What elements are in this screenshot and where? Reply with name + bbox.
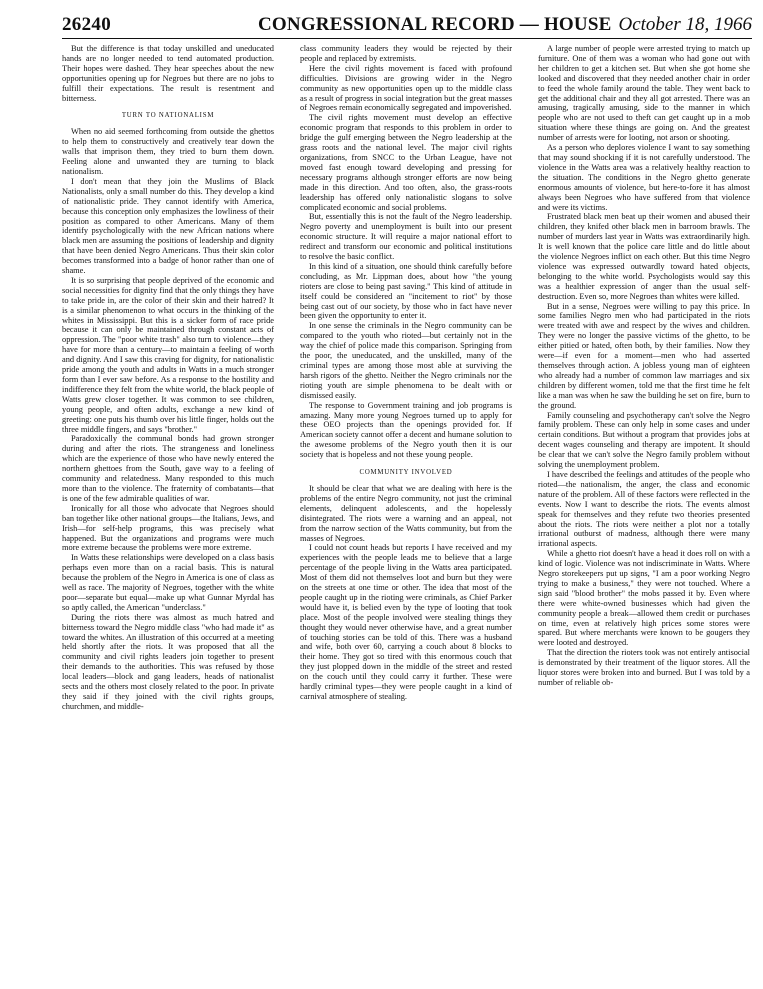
text-column-left (62, 44, 274, 986)
paragraph: But in a sense, Negroes were willing to pay this price. In some families Negro men who had participated in the riots were treated with awe and respect by the wives and children. They were no longer the passive victims of the ghetto, to be either pitied or hated, often both, by their families. Now they were—if even for a moment—men who had asserted themselves through action. A jobless young man of eighteen who already had a number of common law marriages and six children by different women, told me that the first time he felt like a man was when he saw the building he set on fire, burn to the ground. (538, 301, 750, 410)
section-heading: TURN TO NATIONALISM (121, 112, 215, 120)
text-column-right (538, 44, 750, 986)
paragraph: In Watts these relationships were developed on a class basis perhaps even more than on a racial basis. This is natural because the problem of the Negro in America is one of class as well as race. The majority of Negroes, together with the white poor—separate but equal—make up what Gunnar Myrdal has so aptly called, the American "underclass." (62, 553, 274, 612)
paragraph: class community leaders they would be rejected by their people and replaced by extremists. (300, 44, 512, 63)
paragraph: During the riots there was almost as much hatred and bitterness toward the Negro middle class "who had made it" as toward the whites. An illustration of this occurred at a meeting held shortly after the riots. It was proposed that all the community and civil rights leaders join together to present their demands to the authorities. This was refused by those local leaders—block and gang leaders, heads of nationalist sects and the others most closely related to the poor. In private they said if they joined with the civil rights groups, churchmen, and middle- (62, 612, 274, 711)
paragraph: While a ghetto riot doesn't have a head it does roll on with a kind of logic. Violence was not indiscriminate in Watts. Where Negro storekeepers put up signs, "I am a poor working Negro trying to make a business," they were not touched. Where a sign said "blood brother" the mobs passed it by. Even where there were white-owned businesses which had given the community people a break—allowed them credit or purchases on time, even at relatively high prices some stores were spared. But where merchants were known to be gougers they were looted and destroyed. (538, 549, 750, 648)
header-rule (62, 38, 752, 39)
paragraph: Paradoxically the communal bonds had grown stronger during and after the riots. The strangeness and loneliness which are the experience of those who have newly entered the northern ghettoes from the South, gave way to a feeling of community and relatedness. Many responded to this much more than to the violence. The fraternity of combatants—that is one of the few admirable qualities of war. (62, 434, 274, 503)
paragraph: The civil rights movement must develop an effective economic program that responds to this problem in order to bridge the gulf emerging between the Negro leadership at the grass roots and the national level. The major civil rights organizations, from SNCC to the Urban League, have not moved fast enough toward developing and pressing for necessary programs although stronger efforts are now being made in this direction. And too often, also, the grass-roots leadership has offered only nationalistic slogans to solve complicated economic and social problems. (300, 113, 512, 212)
paragraph: But, essentially this is not the fault of the Negro leadership. Negro poverty and unemployment is built into our present economic structure. It will require a major national effort to redirect and transform our economic and political institutions to resolve the basic conflict. (300, 212, 512, 262)
publication-title: CONGRESSIONAL RECORD — HOUSE (258, 14, 612, 35)
paragraph: A large number of people were arrested trying to match up furniture. One of them was a woman who had gone out with her children to get a kitchen set. But when she got home she looked and discovered that they needed another chair in order to feed the whole family around the table. They went back to get the additional chair and they all got arrested. There was an amusing, tragically amusing, side to the manner in which people who are not used to theft can get caught up in a mob situation where these things are going on. And the greatest number of arrests were for looting, not arson or shooting. (538, 44, 750, 143)
paragraph: In this kind of a situation, one should think carefully before concluding, as Mr. Lippman does, about how "the young rioters are close to being past saving." This kind of attitude in itself could be considered an "incitement to riot" by those being cast out of our society, by those who in fact have never been given the opportunity to enter it. (300, 261, 512, 321)
paragraph: In one sense the criminals in the Negro community can be compared to the youth who rioted—but certainly not in the way the chief of police made this comparison. Springing from the poor, the uneducated, and the unskilled, many of the criminal types are among those most able at surviving the harsh rigors of the ghetto. Neither the Negro criminals nor the rioting youth are simple phenomena to be dealt with or dismissed easily. (300, 321, 512, 400)
paragraph: But the difference is that today unskilled and uneducated hands are no longer needed to tend automated production. Their hopes were dashed. They hear speeches about the new opportunities opening up for Negroes but there are no jobs to fulfill their expectations. The result is resentment and bitterness. (62, 44, 274, 103)
paragraph: The response to Government training and job programs is amazing. Many more young Negroes turned up to apply for these OEO projects than the openings provided for. If American society cannot offer a decent and humane solution to the awesome problems of the Negro youth then it is our society that is hopeless and not these young people. (300, 400, 512, 460)
paragraph: It should be clear that what we are dealing with here is the problems of the entire Negro community, not just the criminal elements, delinquent adolescents, and the hopelessly disintegrated. The riots were a warning and an appeal, not from the narrow section of the Watts community, but from the masses of Negroes. (300, 483, 512, 543)
paragraph: Ironically for all those who advocate that Negroes should ban together like other national groups—the Italians, Jews, and Irish—for self-help programs, this was precisely what happened. But the organizations and programs were much more extreme because the problems were more extreme. (62, 503, 274, 553)
paragraph: Frustrated black men beat up their women and abused their children, they knifed other black men in barroom brawls. The number of murders last year in Watts was extraordinarily high. It is well known that the police care little and do little about the violence Negroes inflict on each other. But this time Negro violence was expressed outwardly toward hated objects, belonging to the white world. Psychologists would say this was a healthier expression of anger than the usual self-destruction. Even so, more Negroes than whites were killed. (538, 212, 750, 301)
paragraph: As a person who deplores violence I want to say something that may sound shocking if it is not carefully understood. The violence in the Watts area was a relatively healthy reaction to the situation. The conditions in the Negro ghetto generate enormous amounts of violence, but here-to-fore it has almost always been Negroes who have suffered from that violence and were its victims. (538, 143, 750, 212)
section-heading: COMMUNITY INVOLVED (359, 469, 453, 477)
paragraph: I have described the feelings and attitudes of the people who rioted—the nationalism, the anger, the class and economic nature of the problem. All of these factors were reflected in the events. Now I want to describe the riots. The events almost speak for themselves and they refute two theories presented about the riots. The riots were neither a plot nor a totally irrational outburst of madness, although there were many irrational aspects. (538, 469, 750, 549)
paragraph: I don't mean that they join the Muslims of Black Nationalists, only a small number do this. They develop a kind of nationalistic pride. They cannot identify with America, because this conception only emphasizes the lowliness of their position as compared to other Americans. Many of them identify psychologically with the new African nations where black men are assuming the positions of leadership and dignity that have been denied Negro Americans. Thus their skin color becomes transformed into a badge of honor rather than one of shame. (62, 176, 274, 276)
paragraph: It is so surprising that people deprived of the economic and social necessities for dignity find that the only things they have to take pride in, are the color of their skin and their hatred? It is a similar phenomenon to what occurs in the thinking of the whites in Mississippi. But this is a sicker form of race pride because it can only be maintained through constant acts of oppression. The "poor white trash" also turn to violence—they have for more than a century—to maintain a feeling of worth and dignity. And I saw this craving for dignity, for nationalistic pride among the youth and adults in Watts in a much stronger form than I ever saw before. As a response to the hostility and indifference they felt from the white world, the black people of Watts grew closer together. It was common to see children, young people, and often adults, exchange a new kind of greeting: one puts his thumb over his little finger, holds out the three middle fingers, and says "brother." (62, 275, 274, 434)
issue-date: October 18, 1966 (618, 14, 752, 35)
paragraph: Here the civil rights movement is faced with profound difficulties. Divisions are growing wider in the Negro community as new opportunities open up to the middle class as a result of progress in social integration but the great masses of Negroes remain economically segregated and impoverished. (300, 63, 512, 113)
page-header (62, 14, 752, 38)
paragraph: I could not count heads but reports I have received and my experiences with the people leads me to believe that a large percentage of the people living in the Watts area participated. Most of them did not themselves loot and burn but they were on the streets at one time or other. The idea that most of the people caught up in the rioting were criminals, as Chief Parker would have it, is belied even by the type of looting that took place. Most of the people involved were stealing things they thought they would never otherwise have, and a great number of touching stories can be told of this. There was a husband and wife, both over 60, carrying a couch about 8 blocks to their home. They got so tired with this enormous couch that they just plopped down in the middle of the street and rested on the couch until they could carry it further. These were hardly criminal types—they were people caught in a kind of carnival atmosphere of stealing. (300, 543, 512, 701)
paragraph: That the direction the rioters took was not entirely antisocial is demonstrated by their treatment of the liquor stores. All the liquor stores were broken into and burned. But I was told by a number of reliable ob- (538, 648, 750, 687)
page-number: 26240 (62, 14, 111, 35)
paragraph: Family counseling and psychotherapy can't solve the Negro family problem. These can only help in some cases and under certain conditions. But without a program that provides jobs at decent wages counseling and therapy are impotent. It should be clear that we can't solve the Negro family problem without solving the unemployment problem. (538, 410, 750, 470)
paragraph: When no aid seemed forthcoming from outside the ghettos to help them to constructively and creatively tear down the walls that imprison them, they tried to burn them down. Feeling alone and unwanted they are turning to black nationalism. (62, 127, 274, 176)
text-column-middle (300, 44, 512, 986)
